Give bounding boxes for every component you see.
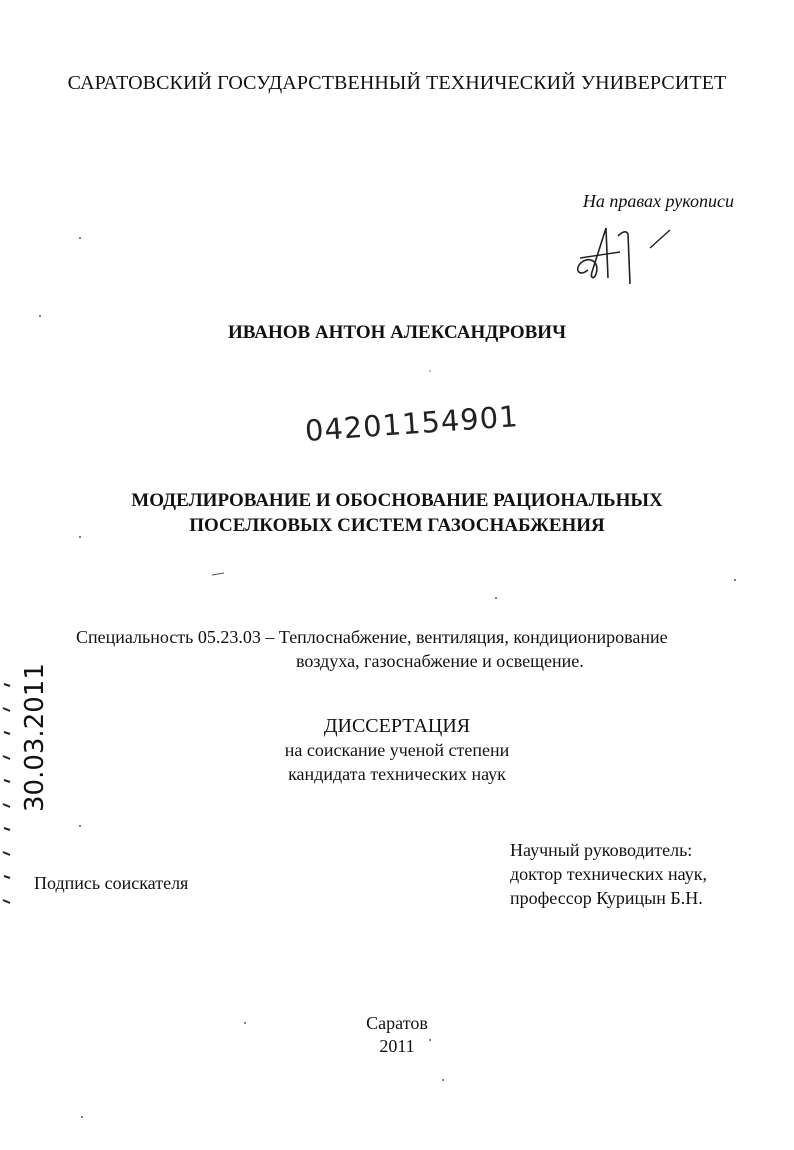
title-line-1: МОДЕЛИРОВАНИЕ И ОБОСНОВАНИЕ РАЦИОНАЛЬНЫХ (131, 490, 663, 511)
supervisor-degree: доктор технических наук, (510, 864, 707, 884)
applicant-signature-label: Подпись соискателя (34, 873, 189, 893)
date-stamp: 30.03.2011 (20, 663, 50, 812)
supervisor-label: Научный руководитель: (510, 840, 693, 860)
year: 2011 (379, 1036, 415, 1056)
dissertation-line-1: на соискание ученой степени (284, 740, 510, 760)
dissertation-line-2: кандидата технических наук (288, 764, 506, 784)
city: Саратов (366, 1013, 428, 1033)
speciality-line-2: воздуха, газоснабжение и освещение. (296, 651, 584, 671)
title-line-2: ПОСЕЛКОВЫХ СИСТЕМ ГАЗОСНАБЖЕНИЯ (189, 515, 605, 536)
university-name: САРАТОВСКИЙ ГОСУДАРСТВЕННЫЙ ТЕХНИЧЕСКИЙ УНИВЕРСИТЕТ (67, 72, 727, 94)
manuscript-note: На правах рукописи (582, 191, 734, 211)
supervisor-name: профессор Курицын Б.Н. (510, 888, 703, 908)
speciality-line-1: Специальность 05.23.03 – Теплоснабжение, вентиляция, кондиционирование (76, 627, 668, 647)
dissertation-heading: ДИССЕРТАЦИЯ (323, 715, 471, 737)
author-name: ИВАНОВ АНТОН АЛЕКСАНДРОВИЧ (227, 322, 567, 343)
archive-number: 04201154901 (303, 399, 520, 448)
